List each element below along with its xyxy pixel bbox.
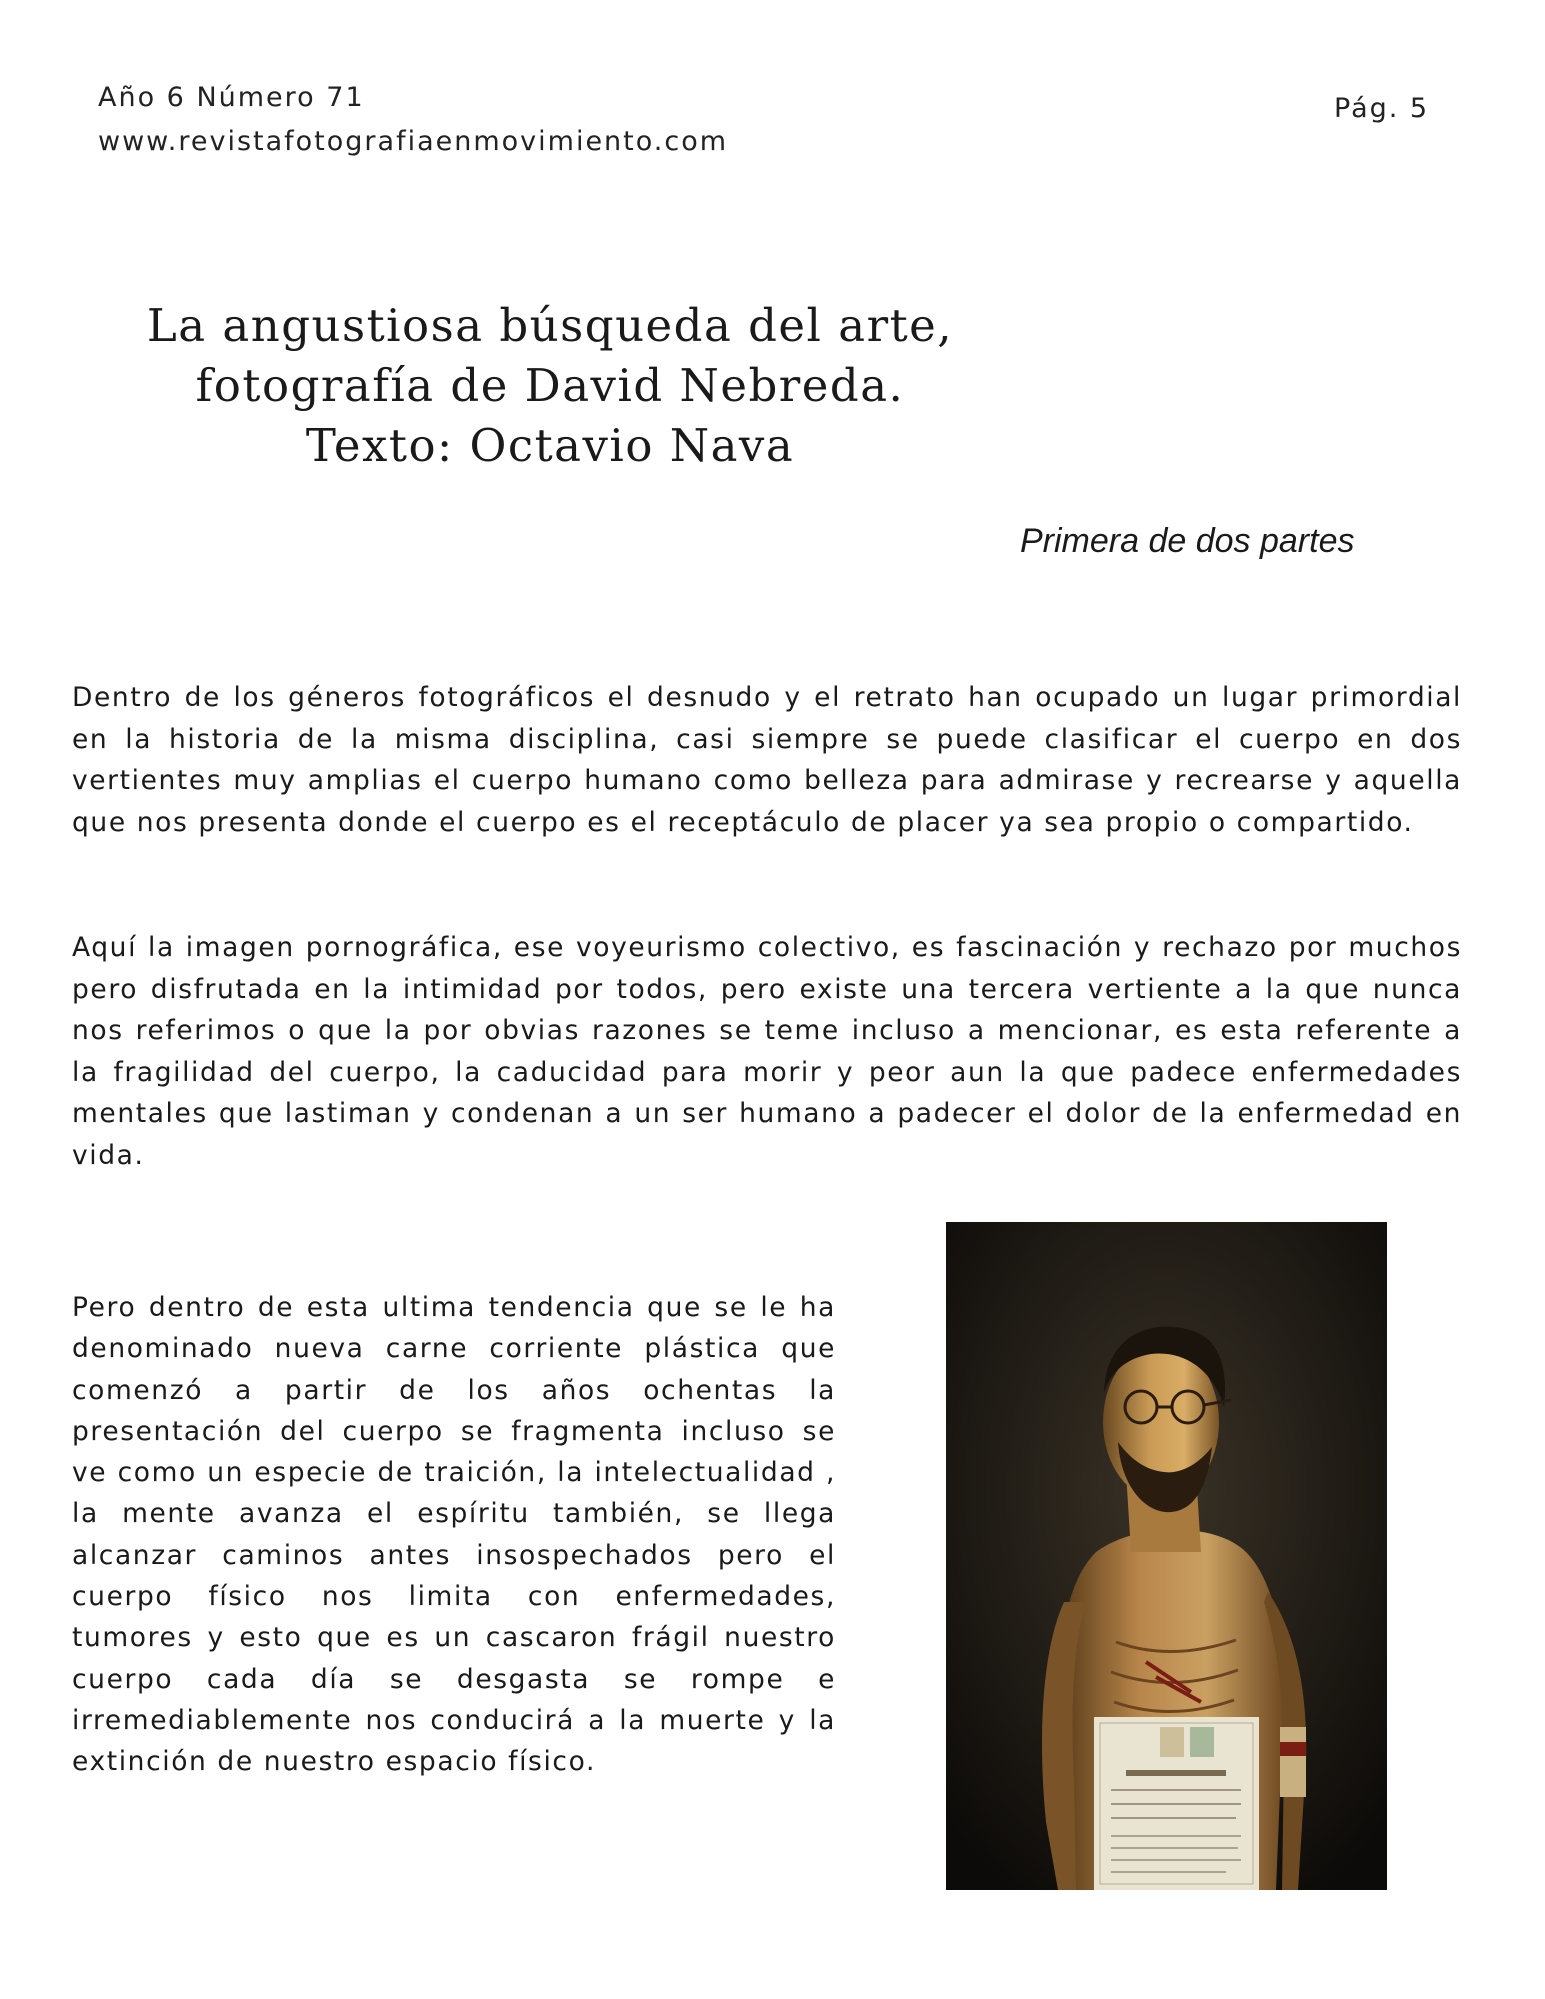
issue-info bbox=[98, 76, 728, 164]
portrait-photo bbox=[946, 1222, 1387, 1890]
article-subtitle: Primera de dos partes bbox=[1020, 522, 1355, 560]
author-line: Texto: Octavio Nava bbox=[305, 419, 795, 472]
issue-number: Año 6 Número 71 bbox=[98, 82, 365, 113]
website-url[interactable]: www.revistafotografiaenmovimiento.com bbox=[98, 126, 729, 157]
body-paragraph: Pero dentro de esta ultima tendencia que se le ha denominado nueva carne corriente plástica que comenzó a partir de los años ochentas la presentación del cuerpo se fragmenta incluso se ve como un especie de traición, la intelectualidad , la mente avanza el espíritu también, se llega alcanzar caminos antes insospechados pero el cuerpo físico nos limita con enfermedades, tumores y esto que es un cascaron frágil nuestro cuerpo cada día se desgasta se rompe e irremediablemente nos conducirá a la muerte y la extinción de nuestro espacio físico. bbox=[72, 1292, 836, 1778]
page-number: Pág. 5 bbox=[1334, 93, 1430, 124]
body-paragraph: Aquí la imagen pornográfica, ese voyeurismo colectivo, es fascinación y rechazo por muchos pero disfrutada en la intimidad por todos, pero existe una tercera vertiente a la que nunca nos referimos o que la por obvias razones se teme incluso a mencionar, es esta referente a la fragilidad del cuerpo, la caducidad para morir y peor aun la que padece enfermedades mentales que lastiman y condenan a un ser humano a padecer el dolor de la enfermedad en vida. bbox=[72, 932, 1462, 1171]
title-line: fotografía de David Nebreda. bbox=[195, 359, 905, 412]
body-paragraph: Dentro de los géneros fotográficos el desnudo y el retrato han ocupado un lugar primordial en la historia de la misma disciplina, casi siempre se puede clasificar el cuerpo en dos vertientes muy amplias el cuerpo humano como belleza para admirase y recrearse y aquella que nos presenta donde el cuerpo es el receptáculo de placer ya sea propio o compartido. bbox=[72, 682, 1462, 838]
title-line: La angustiosa búsqueda del arte, bbox=[146, 299, 954, 352]
article-title bbox=[60, 296, 1040, 476]
certificate-paper bbox=[1094, 1717, 1259, 1890]
portrait-illustration bbox=[946, 1222, 1387, 1890]
